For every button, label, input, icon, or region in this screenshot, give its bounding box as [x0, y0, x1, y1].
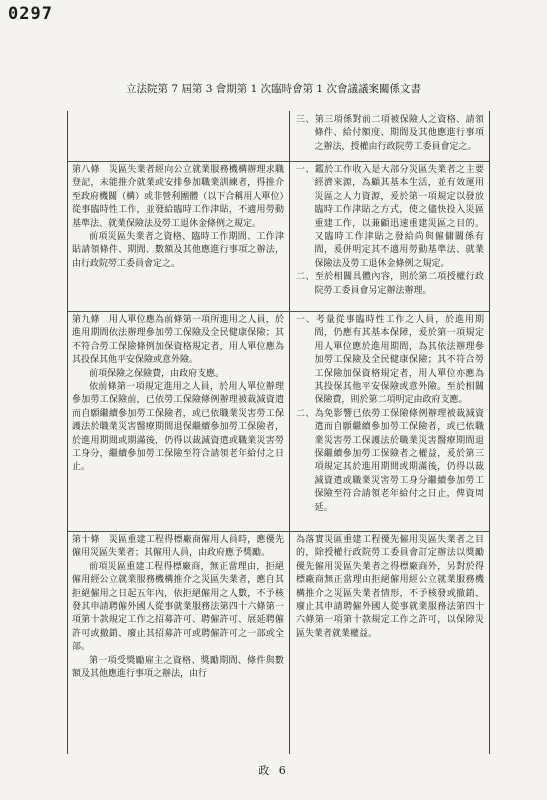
- page-number: 0297: [8, 4, 53, 24]
- table-row-1-explanation: [296, 164, 484, 298]
- article-8-paragraph-1: 第八條 災區失業者經向公立就業服務機構辦理求職登記，未能推介就業或安排參加職業訓練者，得推介至政府機關（構）或非營利團體（以下合稱用人單位）從事臨時性工作，並發給臨時工作津貼，不適用勞動基準法、就業保險法及勞工退休金條例之規定。: [72, 165, 284, 229]
- table-border-right: [489, 111, 490, 754]
- table-row-0-explanation: [296, 114, 484, 154]
- article-9-paragraph-2: 前項保險之保險費，由政府支應。: [89, 368, 225, 379]
- explanation-item: 一、鑑於工作收入是大部分災區失業者之主要經濟來源，為顧其基本生活，並有效運用災區之人力資源，爰於第一項規定以發放臨時工作津貼之方式，使之儘快投入災區重建工作，以兼顧迅速重建災區之目的。又臨時工作津貼之發給尚與僱傭關係有間，爰併明定其不適用勞動基準法、就業保險法及勞工退休金條例之規定。: [296, 165, 484, 269]
- table-row-1-article-8: [72, 164, 284, 271]
- article-8-paragraph-2: 前項災區失業者之資格、臨時工作期間、工作津貼請領條件、期間、數額及其他應進行事項之辦法，由行政院勞工委員會定之。: [72, 232, 284, 269]
- explanation-item: 三、第三項係對前二項被保險人之資格、請領條件、給付額度、期間及其他應進行事項之辦法，授權由行政院勞工委員會定之。: [296, 115, 484, 152]
- document-title: 立法院第 7 屆第 3 會期第 1 次臨時會第 1 次會議議案關係文書: [126, 83, 421, 95]
- table-row-3-explanation: [296, 534, 484, 641]
- explanation-item: 一、考量從事臨時性工作之人員，於進用期間，仍應有其基本保障，爰於第一項規定用人單位應於進用期間，為其依法辦理參加勞工保險及全民健康保險；其不符合勞工保險加保資格規定者，用人單位亦應為其投保其他平安保險或意外險。至於相關保險費，則於第二項明定由政府支應。: [296, 315, 484, 406]
- article-10-paragraph-2: 前項災區重建工程得標廠商，無正當理由，拒絕僱用經公立就業服務機構推介之災區失業者，應自其拒絕僱用之日起五年內，依拒絕僱用之人數，不予核發其申請聘僱外國人從事就業服務法第四十六條第一項第十款規定工作之招募許可、聘僱許可、展延聘僱許可或撤銷、廢止其招募許可或聘僱許可之一部或全部。: [72, 561, 284, 653]
- table-row-2-explanation: [296, 314, 484, 515]
- table-row-3-article-10: [72, 534, 284, 681]
- row-divider: [67, 311, 490, 312]
- article-10-paragraph-3: 第一項受獎勵雇主之資格、獎勵期間、條件與數額及其他應進行事項之辦法，由行: [72, 655, 284, 680]
- explanation-item: 二、為免影響已依勞工保險條例辦理被裁減資遣而自願繼續參加勞工保險者，或已依職業災害勞工保護法於職業災害醫療期間退保繼續參加勞工保險者之權益，爰於第三項規定其於進用期間或期滿後，仍得以裁減資遣或職業災害勞工身分繼續參加勞工保險至符合請領老年給付之日止，俾資周延。: [296, 408, 484, 513]
- explanation-item: 二、至於相關具體內容，則於第二項授權行政院勞工委員會另定辦法辦理。: [296, 272, 484, 296]
- explanation-item: 為落實災區重建工程優先僱用災區失業者之目的，除授權行政院勞工委員會訂定辦法以獎勵優先僱用災區失業者之得標廠商外，另對於得標廠商無正當理由拒絕僱用經公立就業服務機構推介之災區失業者情形，不予核發或撤銷、廢止其申請聘僱外國人從事就業服務法第四十六條第一項第十款規定工作之許可，以保障災區失業者就業權益。: [296, 535, 484, 639]
- page-footer: 政 6: [258, 764, 289, 777]
- row-divider: [67, 531, 490, 532]
- row-divider: [67, 161, 490, 162]
- article-9-paragraph-1: 第九條 用人單位應為前條第一項所進用之人員，於進用期間依法辦理參加勞工保險及全民健康保險；其不符合勞工保險條例加保資格規定者，用人單位應為其投保其他平安保險或意外險。: [72, 315, 284, 366]
- article-10-paragraph-1: 第十條 災區重建工程得標廠商僱用人員時，應優先僱用災區失業者；其僱用人員，由政府應予獎勵。: [72, 535, 284, 559]
- table-row-2-article-9: [72, 314, 284, 475]
- article-9-paragraph-3: 依前條第一項規定進用之人員，於用人單位辦理參加勞工保險前，已依勞工保險條例辦理被裁減資遣而自願繼續參加勞工保險者，或已依職業災害勞工保護法於職業災害醫療期間退保繼續參加勞工保險者，於進用期間或期滿後，仍得以裁減資遣或職業災害勞工身分，繼續參加勞工保險至符合請領老年給付之日止。: [72, 382, 284, 473]
- table-border-left: [67, 111, 68, 754]
- table-column-divider: [289, 111, 290, 754]
